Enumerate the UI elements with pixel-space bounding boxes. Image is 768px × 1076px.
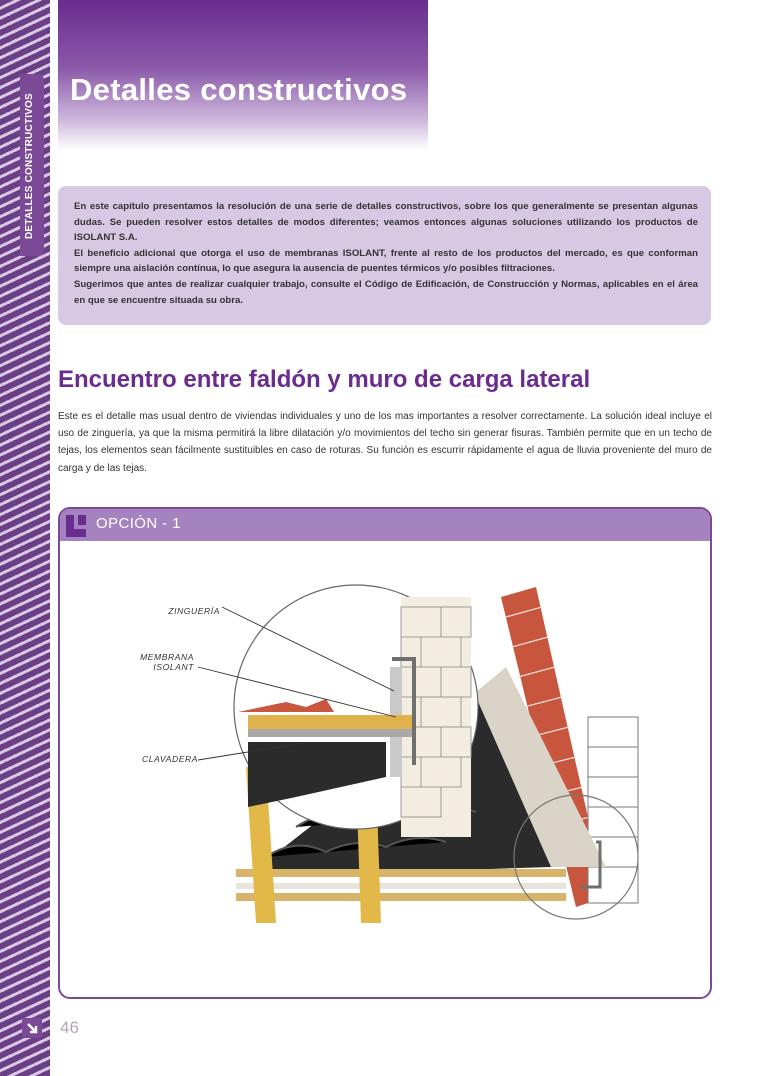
- corner-arrow-icon: [66, 515, 86, 537]
- page-title: Detalles constructivos: [70, 72, 408, 107]
- option-header: [60, 509, 710, 541]
- callout-zingueria: ZINGUERÍA: [168, 606, 220, 616]
- page-number: 46: [60, 1018, 79, 1037]
- roof-wall-junction-illustration: [176, 567, 646, 923]
- section-title: Encuentro entre faldón y muro de carga lateral: [58, 366, 591, 393]
- intro-paragraph: El beneficio adicional que otorga el uso de membranas ISOLANT, frente al resto de los productos del mercado, es que conforman siempre una aislación contínua, lo que asegura la ausencia de puentes térmicos y/o posibles filtraciones.: [74, 247, 698, 275]
- callout-membrana-line2: ISOLANT: [153, 662, 194, 672]
- intro-text: [74, 199, 698, 308]
- callout-membrana-line1: MEMBRANA: [140, 652, 194, 662]
- side-tab-label: DETALLES CONSTRUCTIVOS: [24, 93, 35, 239]
- option-label: OPCIÓN - 1: [96, 515, 181, 532]
- detail-magnifier: [234, 585, 478, 837]
- callout-clavadera: CLAVADERA: [142, 754, 198, 764]
- intro-paragraph: Sugerimos que antes de realizar cualquier trabajo, consulte el Código de Edificación, de Construcción y Normas, aplicables en el área en que se encuentre situada su obra.: [74, 278, 698, 306]
- callout-membrana: [112, 652, 194, 672]
- intro-paragraph: En este capítulo presentamos la resolución de una serie de detalles constructivos, sobre los que generalmente se presentan algunas dudas. Se pueden resolver estos detalles de modos diferentes; veamos entonces algunas soluciones utilizando los productos de ISOLANT S.A.: [74, 201, 698, 244]
- section-body: Este es el detalle mas usual dentro de viviendas individuales y uno de los mas importantes a resolver correctamente. La solución ideal incluye el uso de zinguería, ya que la misma permitirá la libre dilatación y/o movimientos del techo sin generar fisuras. También permite que en un techo de tejas, los elementos sean fácilmente sustituibles en caso de roturas. Su función es escurrir rápidamente el agua de lluvia proveniente del muro de carga y de las tejas.: [58, 411, 712, 474]
- arrow-down-right-icon: [22, 1018, 42, 1038]
